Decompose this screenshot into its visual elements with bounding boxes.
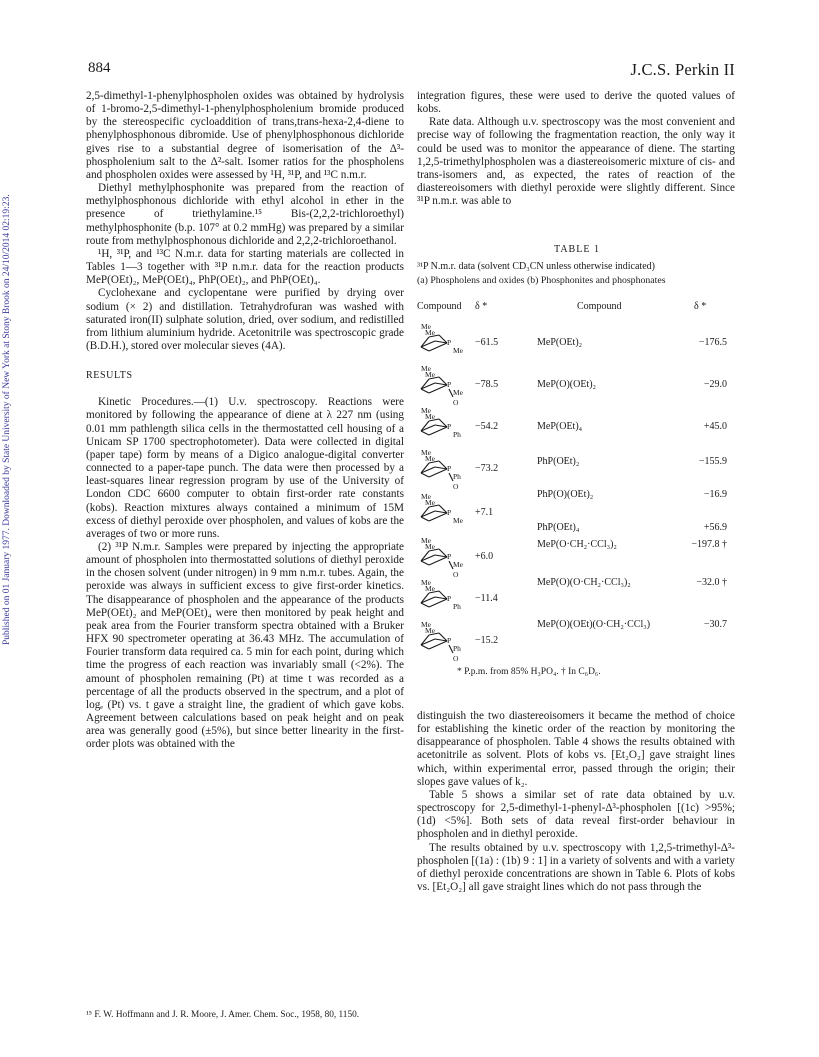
paragraph: distinguish the two diastereoisomers it became the method of choice for establishing the kinetic order of the reaction by monitoring the disappearance of phospholen. Table 4 shows the results obtained with acetonitrile as solvent. Plots of kobs vs. [Et₂O₂] gave straight lines which, within experimental error, passed through the origin; their slopes gave values of k₂.	[417, 710, 735, 788]
phosphorus-label: P	[447, 464, 452, 473]
substituent-label: Me	[453, 388, 463, 397]
phosphonite-compound: MeP(O·CH₂·CCl₃)₂	[537, 539, 617, 550]
table-1	[417, 240, 737, 715]
phospholen-structure	[417, 620, 465, 663]
right-column-bottom	[417, 710, 735, 894]
phospholen-delta: −11.4	[475, 593, 498, 604]
subhead-b: (b) Phosphonites and phosphonates	[527, 275, 666, 286]
table-column-headers	[417, 301, 737, 315]
phosphonite-delta: −16.9	[703, 489, 727, 500]
substituent-label: Me	[453, 560, 463, 569]
methyl-label: Me	[421, 364, 431, 373]
paragraph: Rate data. Although u.v. spectroscopy was the most convenient and precise way of following the fragmentation reaction, the only way it could be used was to monitor the appearance of diene. The starting 1,2,5-trimethylphospholen was a diastereoisomeric mixture of cis- and trans-isomers and, as expected, the rates of reaction of the diastereoisomers with diethyl peroxide were slightly different. Since ³¹P n.m.r. was able to	[417, 116, 735, 208]
substituent-label: Ph	[453, 644, 461, 653]
phosphorus-label: P	[447, 636, 452, 645]
left-column	[86, 90, 404, 752]
phosphorus-label: P	[447, 508, 452, 517]
methyl-label: Me	[421, 448, 431, 457]
methyl-label: Me	[421, 406, 431, 415]
phospholen-delta: −15.2	[475, 635, 499, 646]
phosphonite-delta: −176.5	[698, 337, 727, 348]
methyl-label: Me	[421, 578, 431, 587]
phosphorus-label: P	[447, 338, 452, 347]
phosphonite-compound: MeP(O)(O·CH₂·CCl₃)₂	[537, 577, 631, 588]
page-number: 884	[88, 60, 111, 76]
phospholen-structure	[417, 364, 465, 407]
phospholen-structure	[417, 448, 465, 491]
methyl-label: Me	[425, 584, 435, 593]
col-delta-a: δ *	[475, 301, 488, 312]
phospholen-structure	[417, 323, 465, 359]
paragraph: Diethyl methylphosphonite was prepared from the reaction of methylphosphonous dichloride with ethyl alcohol in ether in the presence of triethylamine.¹⁵ Bis-(2,2,2-trichloroethyl) methylphosphonite (b.p. 107° at 0.2 mmHg) was prepared by a similar route from methylphosphonous dichloride and 2,2,2-trichloroethanol.	[86, 182, 404, 247]
journal-title: J.C.S. Perkin II	[630, 60, 735, 79]
paragraph: Cyclohexane and cyclopentane were purified by drying over sodium (× 2) and distillation. Tetrahydrofuran was washed with saturated iron(II) sulphate solution, dried, over sodium, and redistilled from lithium aluminium hydride. Acetonitrile was spectroscopic grade (B.D.H.), stored over molecular sieves (4A).	[86, 287, 404, 352]
paragraph: 2,5-dimethyl-1-phenylphospholen oxides was obtained by hydrolysis of 1-bromo-2,5-dimethyl-1-phenylphospholenium bromide produced by the stereospecific cycloaddition of trans,trans-hexa-2,4-diene to phenylphosphonous dibromide. Use of phenylphosphonous dichloride gives rise to a substantial degree of isomerisation of the Δ³-phospholenium salt to the Δ²-salt. Isomer ratios for the phospholens and phospholen oxides were assessed by ¹H, ³¹P, and ¹³C n.m.r.	[86, 90, 404, 181]
phosphonite-compound: PhP(OEt)₂	[537, 456, 580, 467]
phospholen-structure	[417, 579, 465, 615]
substituent-label: Ph	[453, 472, 461, 481]
col-compound-b: Compound	[577, 301, 622, 312]
download-notice: Published on 01 January 1977. Downloaded by State University of New York at Stony Brook on 24/10/2014 02:19:23.	[2, 194, 12, 646]
table-caption: ³¹P N.m.r. data (solvent CD₃CN unless otherwise indicated)	[417, 261, 655, 272]
phosphonite-compound: MeP(O)(OEt)₂	[537, 379, 597, 390]
table-title: TABLE 1	[554, 244, 600, 255]
oxygen-label: O	[453, 482, 459, 491]
phospholen-delta: −54.2	[475, 421, 499, 432]
methyl-label: Me	[425, 542, 435, 551]
methyl-label: Me	[425, 498, 435, 507]
phosphorus-label: P	[447, 594, 452, 603]
right-column-top	[417, 90, 735, 208]
methyl-label: Me	[425, 328, 435, 337]
phospholen-structure	[417, 536, 465, 579]
table-subheads	[417, 275, 737, 301]
phosphonite-delta: −197.8 †	[691, 539, 727, 550]
subhead-a: (a) Phospholens and oxides	[417, 275, 525, 286]
methyl-label: Me	[421, 322, 431, 331]
phosphonite-delta: −32.0 †	[696, 577, 727, 588]
phosphonite-delta: −29.0	[703, 379, 727, 390]
col-compound-a: Compound	[417, 301, 462, 312]
phosphonite-delta: −30.7	[703, 619, 727, 630]
substituent-label: Ph	[453, 430, 461, 439]
phosphonite-compound: MeP(OEt)₂	[537, 337, 583, 348]
col-delta-b: δ *	[694, 301, 707, 312]
phosphonite-delta: −155.9	[698, 456, 727, 467]
phospholen-delta: −78.5	[475, 379, 499, 390]
phosphorus-label: P	[447, 422, 452, 431]
methyl-label: Me	[425, 454, 435, 463]
footnote: ¹⁵ F. W. Hoffmann and J. R. Moore, J. Amer. Chem. Soc., 1958, 80, 1150.	[86, 1010, 360, 1020]
table-rows	[417, 315, 737, 715]
table-footnote: * P.p.m. from 85% H₃PO₄. † In C₆D₆.	[457, 667, 601, 677]
phosphorus-label: P	[447, 552, 452, 561]
phosphonite-compound: MeP(OEt)₄	[537, 421, 583, 432]
methyl-label: Me	[421, 536, 431, 545]
oxygen-label: O	[453, 570, 459, 579]
paragraph: Table 5 shows a similar set of rate data obtained by u.v. spectroscopy for 2,5-dimethyl-1-phenyl-Δ³-phospholen [(1c) >95%; (1d) <5%]. Both sets of data reveal first-order behaviour in phospholen and in diethyl peroxide.	[417, 788, 735, 841]
paragraph: (2) ³¹P N.m.r. Samples were prepared by injecting the appropriate amount of phospholen into thermostatted solutions of diethyl peroxide in the chosen solvent (under nitrogen) in 9 mm n.m.r. tubes. Again, the peroxide was always in sufficient excess to give first-order kinetics. The disappearance of phospholen and the appearance of the products MeP(OEt)₂ and MeP(OEt)₄ were then monitored by peak height and peak area from the Fourier transform spectra obtained with a Bruker HFX 90 spectrometer operating at 36.43 MHz. The accumulation of Fourier transform data required ca. 5 min for each point, during which time the progress of each reaction was invariably small (<2%). The amount of phospholen remaining (Pt) at time t was recorded as a percentage of all the products observed in the spectrum, and a plot of logₑ (Pt) vs. t gave a straight line, the gradient of which gave kobs. Agreement between calculations based on peak height and on peak area was generally good (±5%), but since better linearity in the first-order plots was obtained with the	[86, 541, 404, 751]
phospholen-structure	[417, 407, 465, 443]
section-heading: RESULTS	[86, 370, 133, 382]
methyl-label: Me	[421, 492, 431, 501]
substituent-label: Me	[453, 516, 463, 525]
phosphonite-compound: PhP(OEt)₄	[537, 522, 580, 533]
phospholen-delta: −73.2	[475, 463, 499, 474]
phosphonite-compound: MeP(O)(OEt)(O·CH₂·CCl₃)	[537, 619, 651, 630]
paragraph: ¹H, ³¹P, and ¹³C N.m.r. data for starting materials are collected in Tables 1—3 together with ³¹P n.m.r. data for the reaction products MeP(OEt)₂, MeP(OEt)₄, PhP(OEt)₂, and PhP(OEt)₄.	[86, 247, 404, 287]
methyl-label: Me	[425, 412, 435, 421]
phospholen-delta: +6.0	[475, 551, 494, 562]
methyl-label: Me	[425, 626, 435, 635]
phosphonite-delta: +56.9	[703, 522, 727, 533]
phospholen-structure	[417, 493, 465, 529]
oxygen-label: O	[453, 398, 459, 407]
phosphorus-label: P	[447, 380, 452, 389]
paragraph: integration figures, these were used to derive the quoted values of kobs.	[417, 90, 735, 116]
substituent-label: Ph	[453, 602, 461, 611]
phosphonite-compound: PhP(O)(OEt)₂	[537, 489, 594, 500]
paragraph: The results obtained by u.v. spectroscopy with 1,2,5-trimethyl-Δ³-phospholen [(1a) : (1b) 9 : 1] in a variety of solvents and with a variety of diethyl peroxide concentrations are shown in Table 6. Plots of kobs vs. [Et₂O₂] all gave straight lines which do not pass through the	[417, 841, 735, 894]
substituent-label: Me	[453, 346, 463, 355]
methyl-label: Me	[425, 370, 435, 379]
phospholen-delta: −61.5	[475, 337, 499, 348]
oxygen-label: O	[453, 654, 459, 663]
phospholen-delta: +7.1	[475, 507, 494, 518]
methyl-label: Me	[421, 620, 431, 629]
phosphonite-delta: +45.0	[703, 421, 727, 432]
paragraph: Kinetic Procedures.—(1) U.v. spectroscopy. Reactions were monitored by following the appearance of diene at λ 227 nm (using 0.01 mm pathlength silica cells in the thermostatted cell housing of a Unicam SP 1700 spectrophotometer). Data were collected in digital (paper tape) form by means of a Digico analogue-digital converter connected to a paper-tape punch. The data were then processed by a least-squares linear regression program by use of the University of London CDC 6600 computer to obtain first-order rate constants (kobs). Reaction mixtures always contained a minimum of 15M excess of diethyl peroxide over phospholen, and values of kobs are the averages of two or more runs.	[86, 396, 404, 540]
